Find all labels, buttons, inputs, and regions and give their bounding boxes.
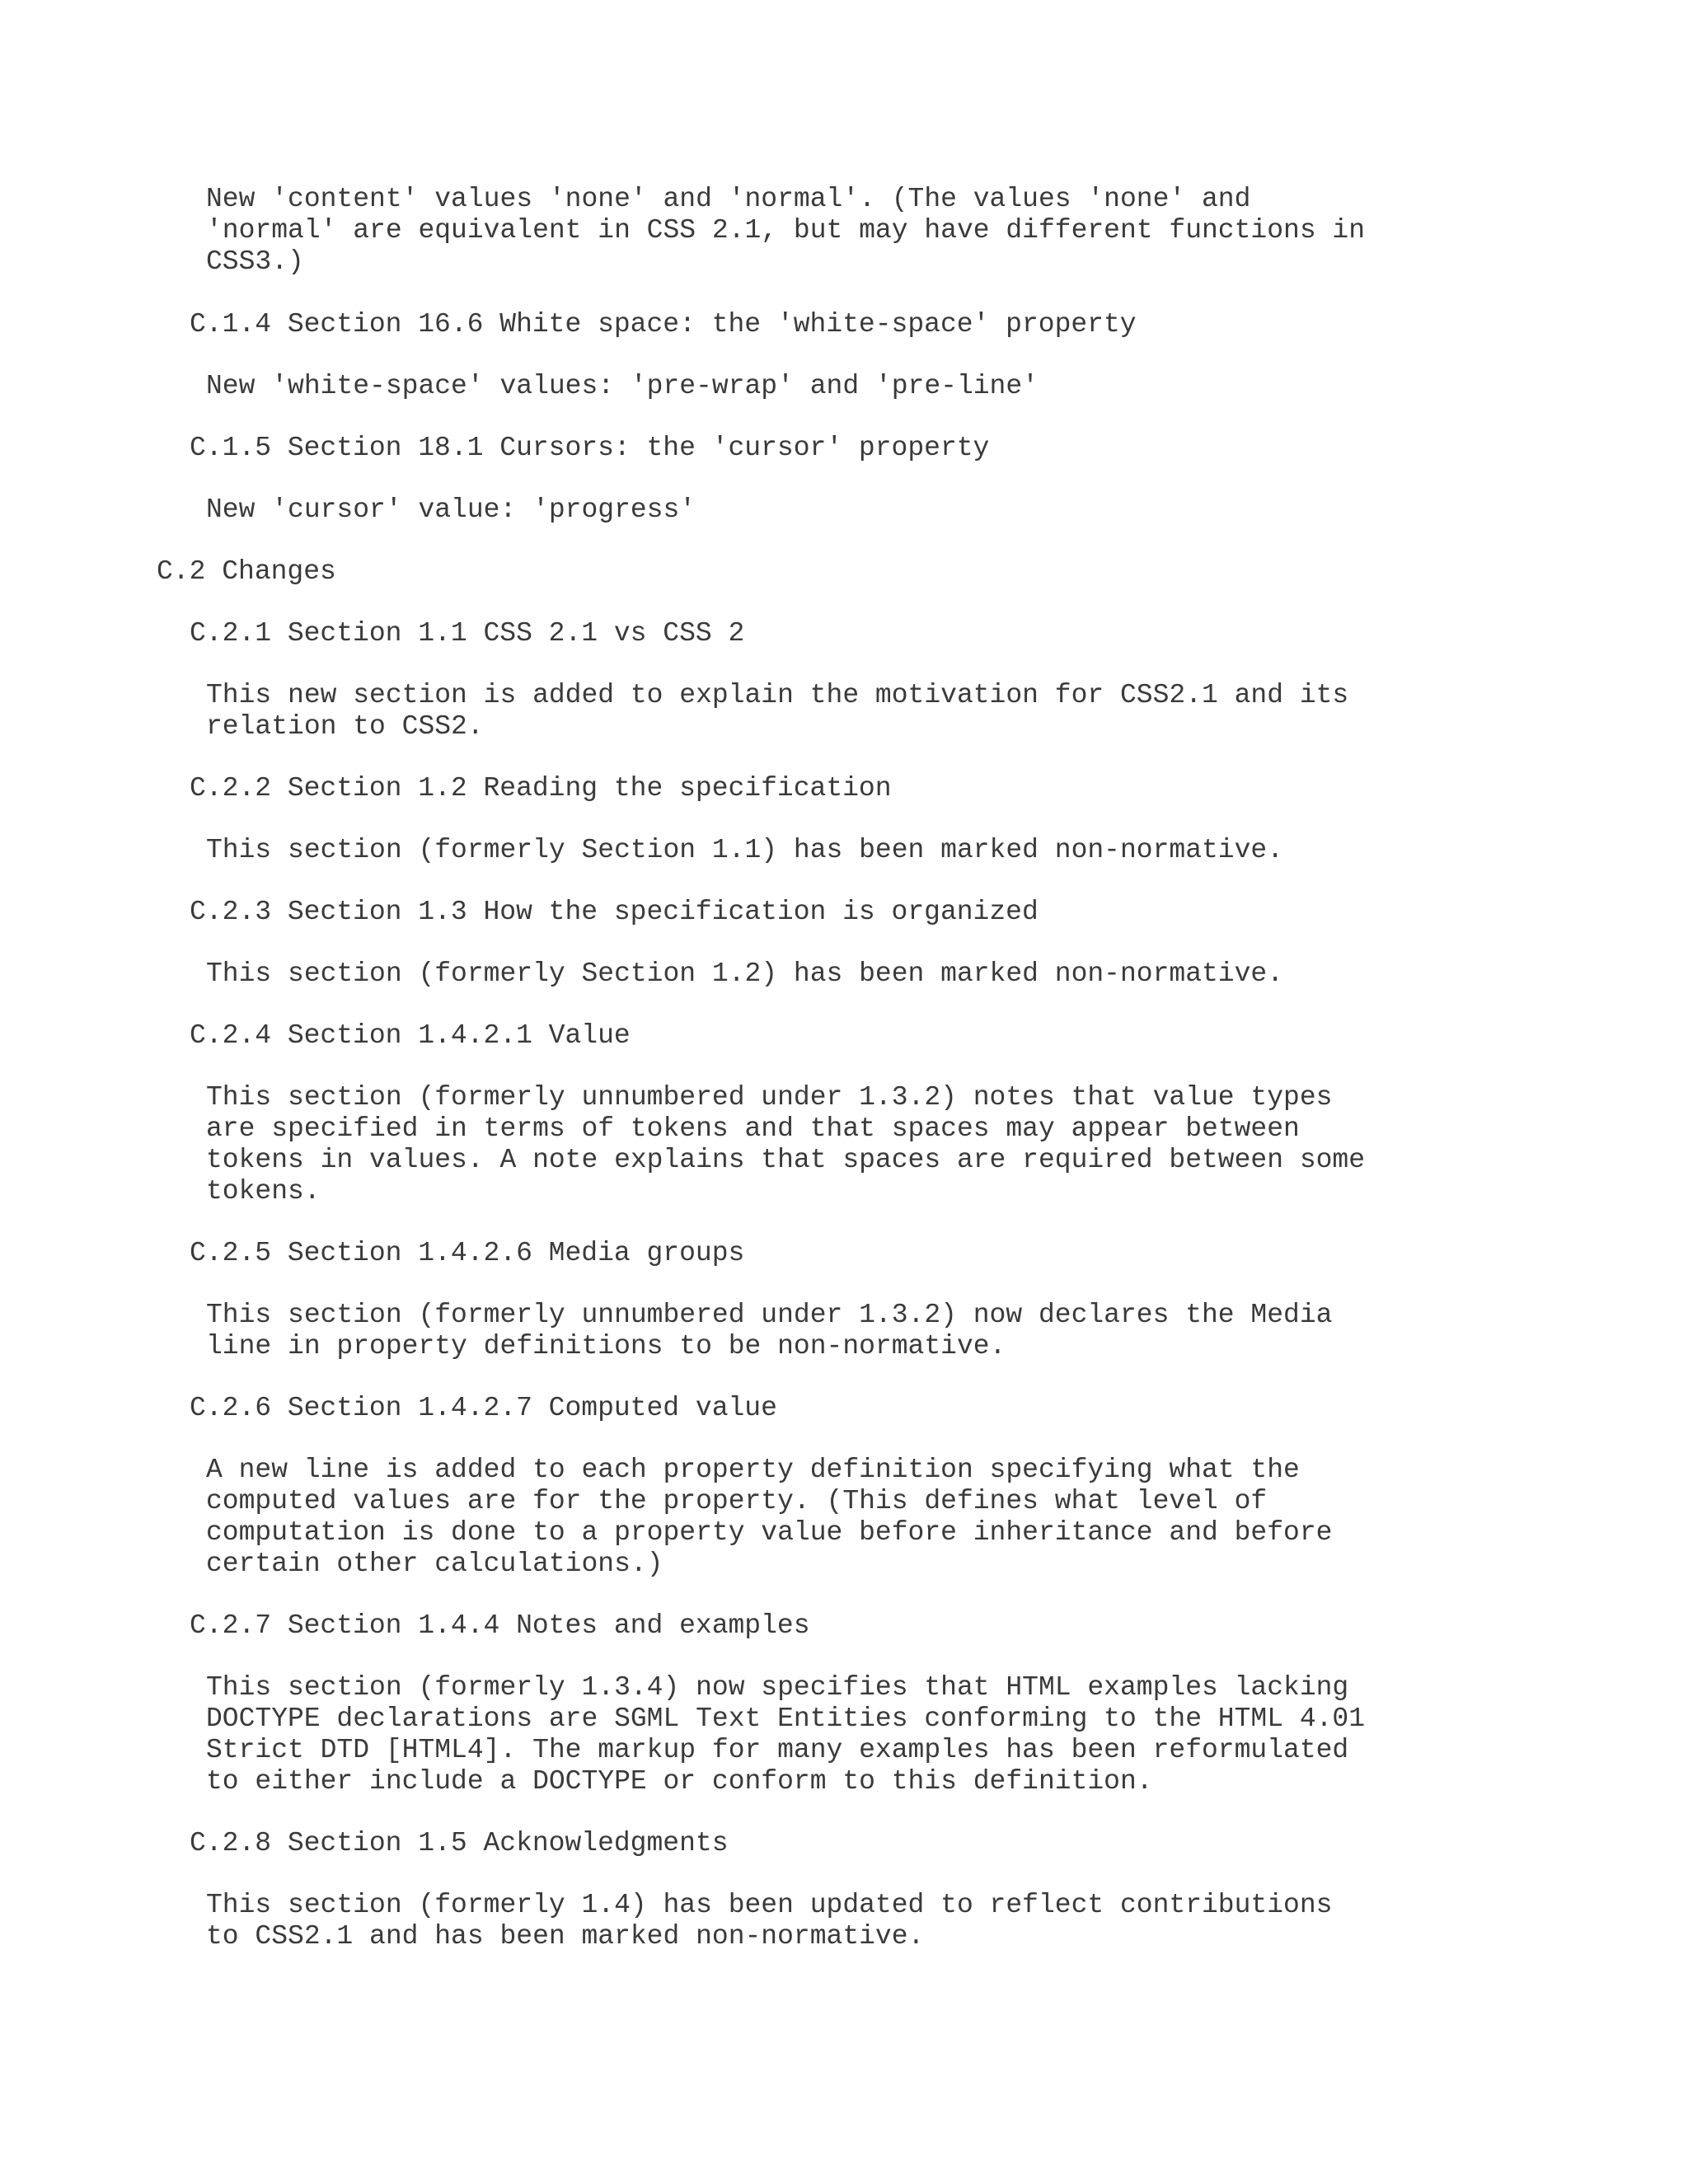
text-line: This section (formerly 1.4) has been updated to reflect contributions (206, 1890, 1333, 1920)
section-heading-c-2: C.2 Changes (157, 556, 336, 587)
paragraph-white-space-values (206, 371, 1039, 402)
section-heading-c-2-6: C.2.6 Section 1.4.2.7 Computed value (190, 1393, 777, 1423)
text-line: This section (formerly unnumbered under 1.3.2) now declares the Media (206, 1300, 1333, 1330)
text-line: computation is done to a property value before inheritance and before (206, 1517, 1333, 1548)
text-line: New 'cursor' value: 'progress' (206, 494, 696, 525)
paragraph-c-2-3 (206, 958, 1283, 990)
section-heading-c-1-5: C.1.5 Section 18.1 Cursors: the 'cursor' property (190, 433, 990, 463)
text-line: DOCTYPE declarations are SGML Text Entities conforming to the HTML 4.01 (206, 1704, 1366, 1734)
paragraph-cursor-value (206, 494, 696, 526)
paragraph-c-2-1 (206, 680, 1348, 743)
text-line: This section (formerly 1.3.4) now specifies that HTML examples lacking (206, 1672, 1349, 1703)
text-line: This new section is added to explain the motivation for CSS2.1 and its (206, 680, 1349, 710)
text-line: This section (formerly Section 1.1) has been marked non-normative. (206, 835, 1284, 865)
text-line: to CSS2.1 and has been marked non-normative. (206, 1921, 925, 1952)
text-line: Strict DTD [HTML4]. The markup for many examples has been reformulated (206, 1735, 1349, 1765)
text-line: to either include a DOCTYPE or conform to this definition. (206, 1766, 1153, 1797)
paragraph-c-2-2 (206, 835, 1283, 866)
text-line: certain other calculations.) (206, 1549, 663, 1579)
text-line: This section (formerly Section 1.2) has been marked non-normative. (206, 958, 1284, 989)
paragraph-content-values (206, 184, 1365, 278)
text-line: A new line is added to each property definition specifying what the (206, 1455, 1300, 1485)
paragraph-c-2-5 (206, 1300, 1332, 1362)
text-line: 'normal' are equivalent in CSS 2.1, but may have different functions in (206, 215, 1366, 246)
text-line: CSS3.) (206, 246, 304, 277)
section-heading-c-2-3: C.2.3 Section 1.3 How the specification is organized (190, 897, 1039, 927)
section-heading-c-2-8: C.2.8 Section 1.5 Acknowledgments (190, 1828, 729, 1858)
text-line: are specified in terms of tokens and that spaces may appear between (206, 1113, 1300, 1144)
paragraph-c-2-6 (206, 1455, 1332, 1580)
text-line: New 'white-space' values: 'pre-wrap' and 'pre-line' (206, 371, 1039, 401)
section-heading-c-2-4: C.2.4 Section 1.4.2.1 Value (190, 1020, 631, 1051)
section-heading-c-2-7: C.2.7 Section 1.4.4 Notes and examples (190, 1610, 810, 1641)
text-line: computed values are for the property. (This defines what level of (206, 1486, 1268, 1516)
text-line: line in property definitions to be non-normative. (206, 1331, 1006, 1361)
text-line: New 'content' values 'none' and 'normal'. (The values 'none' and (206, 184, 1251, 214)
paragraph-c-2-4 (206, 1082, 1365, 1207)
section-heading-c-2-1: C.2.1 Section 1.1 CSS 2.1 vs CSS 2 (190, 618, 745, 649)
paragraph-c-2-7 (206, 1672, 1365, 1797)
section-heading-c-2-5: C.2.5 Section 1.4.2.6 Media groups (190, 1238, 745, 1268)
text-line: tokens. (206, 1176, 321, 1207)
section-heading-c-1-4: C.1.4 Section 16.6 White space: the 'white-space' property (190, 309, 1137, 340)
paragraph-c-2-8 (206, 1890, 1332, 1952)
text-line: This section (formerly unnumbered under 1.3.2) notes that value types (206, 1082, 1333, 1113)
text-line: tokens in values. A note explains that spaces are required between some (206, 1145, 1366, 1175)
text-line: relation to CSS2. (206, 711, 484, 742)
section-heading-c-2-2: C.2.2 Section 1.2 Reading the specification (190, 773, 892, 804)
